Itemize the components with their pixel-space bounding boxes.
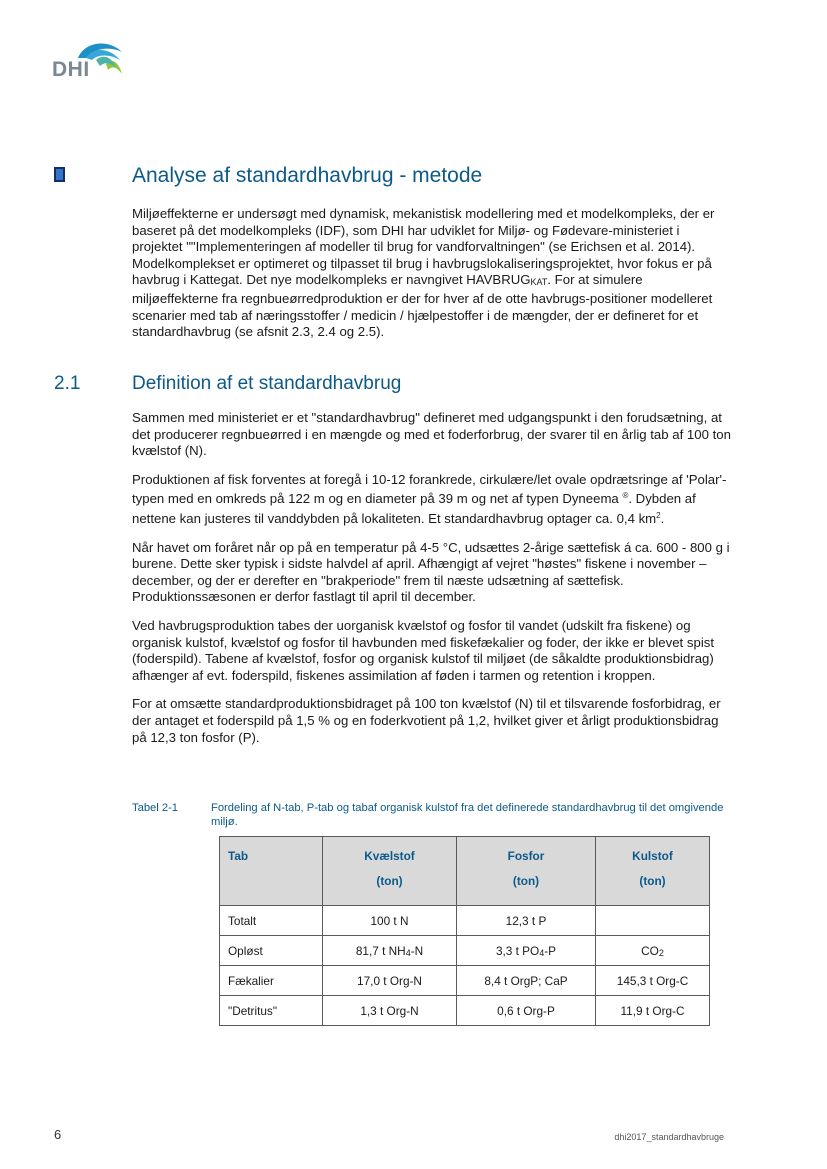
- cell-tab: Fækalier: [220, 966, 323, 996]
- dhi-logo: [50, 38, 125, 80]
- cell-tab: "Detritus": [220, 996, 323, 1026]
- chapter-marker: [54, 167, 65, 182]
- header-tab: Tab: [220, 837, 323, 906]
- cell-p: 8,4 t OrgP; CaP: [457, 966, 596, 996]
- cell-p: 3,3 t PO4-P: [457, 936, 596, 966]
- header-fosfor: Fosfor (ton): [457, 837, 596, 906]
- cell-c: [596, 906, 710, 936]
- paragraph-4: Ved havbrugsproduktion tabes der uorganisk kvælstof og fosfor til vandet (udskilt fra fiskene) og organisk kulstof, kvælstof og fosfor til havbunden med fiskefækalier og foder, der ikke er blevet spist (foderspild). Tabene af kvælstof, fosfor og organisk kulstof til miljøet (de såkaldte produktionsbidrag) afhænger af evt. foderspild, fiskenes assimilation af føden i tarmen og retention i kroppen.: [132, 617, 715, 683]
- cell-p: 12,3 t P: [457, 906, 596, 936]
- paragraph-2: Produktionen af fisk forventes at foregå i 10-12 forankrede, cirkulære/let ovale opdrætsringe af 'Polar'- typen med en omkreds på 122 m og en diameter på 39 m og net af typen Dyneema ®. Dybden af nettene kan justeres til vanddybden på lokaliteten. Et standardhavbrug optager ca. 0,4 $km^2$.: [132, 471, 727, 526]
- paragraph-1: Sammen med ministeriet er et "standardhavbrug" defineret med udgangspunkt i den forudsætning, at det producerer regnbueørred i en mængde og med et foderforbrug, der svarer til en årlig tab af 100 ton kvælstof (N).: [132, 410, 731, 459]
- section-title: Definition af et standardhavbrug: [132, 373, 402, 394]
- page-number: 6: [54, 1127, 62, 1142]
- table-header-row: [220, 837, 710, 906]
- table-row: [220, 966, 710, 996]
- cell-tab: Totalt: [220, 906, 323, 936]
- table-row: [220, 936, 710, 966]
- section-body: [132, 410, 732, 758]
- header-kulstof: Kulstof (ton): [596, 837, 710, 906]
- table-caption-label: Tabel 2-1: [132, 802, 179, 814]
- logo-text: DHI: [52, 58, 90, 81]
- cell-n: 100 t N: [323, 906, 457, 936]
- cell-c: 11,9 t Org-C: [596, 996, 710, 1026]
- table-row: [220, 996, 710, 1026]
- intro-text: [132, 206, 732, 353]
- cell-c: 145,3 t Org-C: [596, 966, 710, 996]
- paragraph-5: For at omsætte standardproduktionsbidraget på 100 ton kvælstof (N) til et tilsvarende fosforbidrag, er der antaget et foderspild på 1,5 % og en foderkvotient på 1,2, hvilket giver et årligt produktionsbidrag på 12,3 ton fosfor (P).: [132, 696, 721, 745]
- cell-n: 1,3 t Org-N: [323, 996, 457, 1026]
- table-row: [220, 906, 710, 936]
- cell-tab: Opløst: [220, 936, 323, 966]
- footer-document-name: dhi2017_standardhavbruge: [614, 1132, 724, 1142]
- cell-n: 17,0 t Org-N: [323, 966, 457, 996]
- table-caption-text: Fordeling af N-tab, P-tab og tabaf organisk kulstof fra det definerede standardhavbrug til det omgivende miljø.: [211, 802, 724, 828]
- cell-p: 0,6 t Org-P: [457, 996, 596, 1026]
- cell-c: CO2: [596, 936, 710, 966]
- paragraph-3: Når havet om foråret når op på en temperatur på 4-5 °C, udsættes 2-årige sættefisk á ca. 600 - 800 g i burene. Dette sker typisk i sidste halvdel af april. Afhængigt af vejret "høstes" fiskene i november – december, og der er derefter en "brakperiode" frem til næste udsætning af sættefisk. Produktionssæsonen er derfor fastlagt til april til december.: [132, 539, 730, 605]
- emissions-table: [219, 836, 710, 1026]
- chapter-title: Analyse af standardhavbrug - metode: [132, 164, 483, 187]
- header-kvaelstof: Kvælstof (ton): [323, 837, 457, 906]
- cell-n: 81,7 t NH4-N: [323, 936, 457, 966]
- intro-paragraph: Miljøeffekterne er undersøgt med dynamisk, mekanistisk modellering med et modelkompleks, der er baseret på det modelkompleks (IDF), som DHI har udviklet for Miljø- og Fødevare-ministeriet i projektet ""Implementeringen af modeller til brug for vandforvaltningen" (se Erichsen et al. 2014). Modelkomplekset er optimeret og tilpasset til brug i havbrugslokaliseringsprojektet, hvor fokus er på havbrug i Kattegat. Det nye modelkompleks er navngivet HAVBRUGKAT. For at simulere miljøeffekterne fra regnbueørredproduktion er der for hver af de otte havbrugs-positioner modelleret scenarier med tab af næringsstoffer / medicin / hjælpestoffer i de mængder, der er defineret for et standardhavbrug (se afsnit 2.3, 2.4 og 2.5).: [132, 206, 715, 340]
- section-number: 2.1: [54, 373, 81, 394]
